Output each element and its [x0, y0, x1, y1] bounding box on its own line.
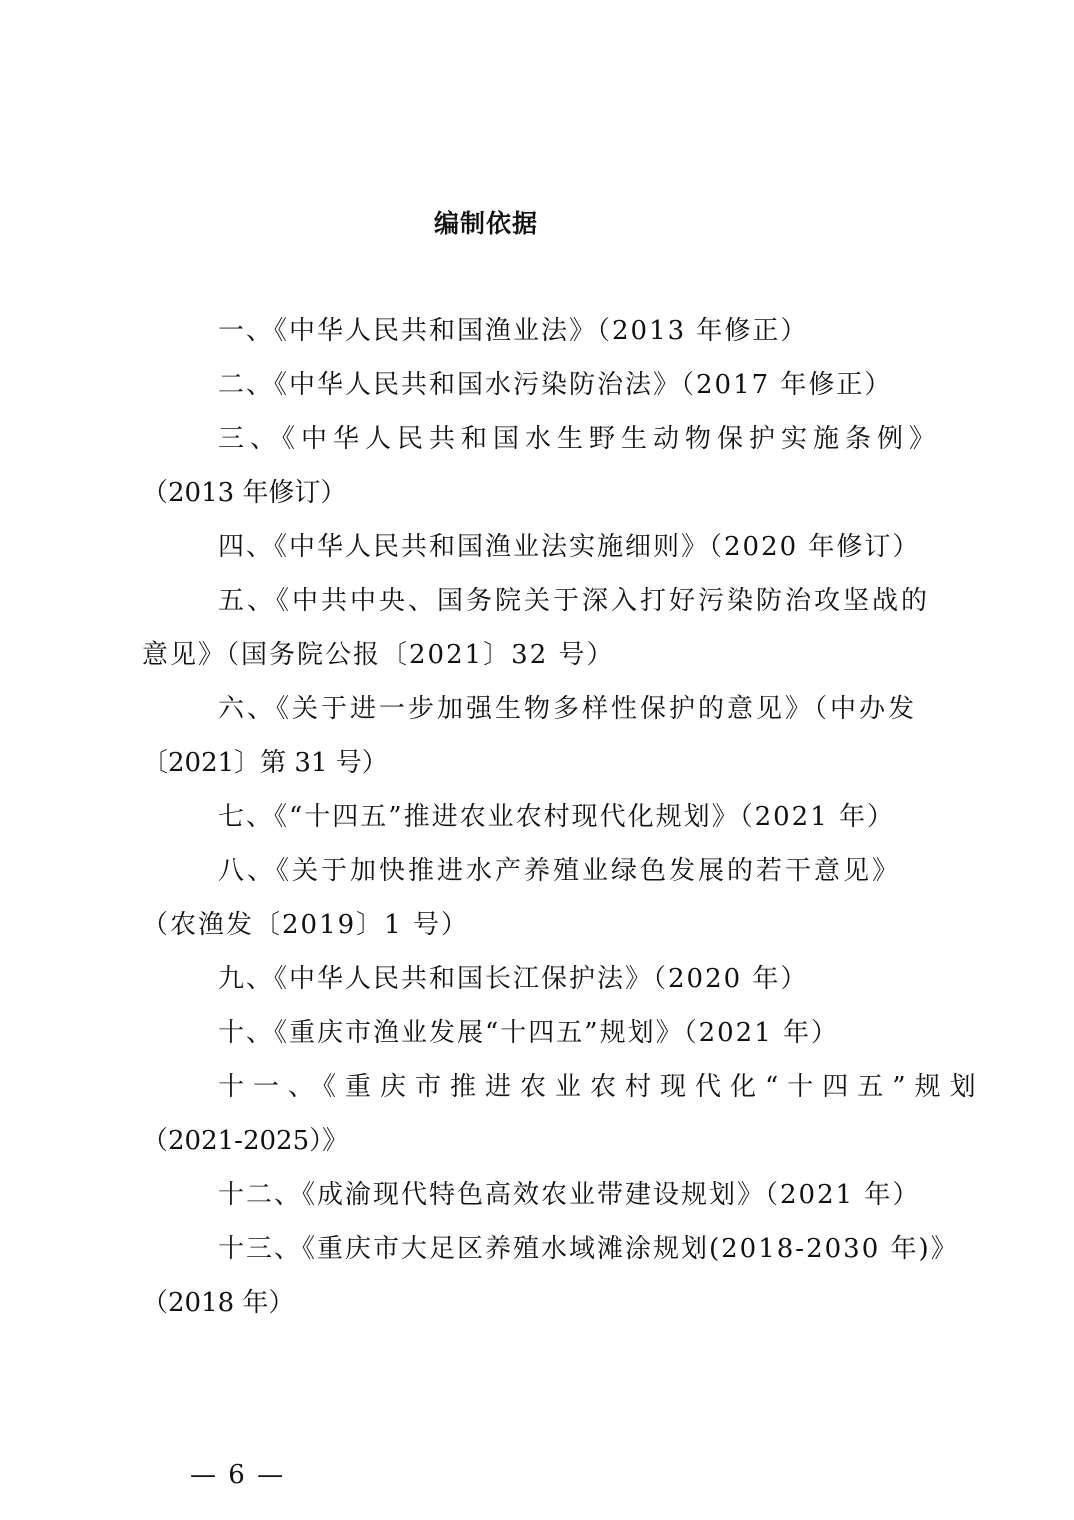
reference-item-9: 九、《中华人民共和国长江保护法》（2020 年） — [218, 964, 809, 994]
reference-item-11-line-1: 十一、《重庆市推进农业农村现代化“十四五”规划 — [218, 1072, 985, 1102]
reference-item-6-line-1: 六、《关于进一步加强生物多样性保护的意见》（中办发 — [218, 694, 918, 724]
reference-item-4: 四、《中华人民共和国渔业法实施细则》（2020 年修订） — [218, 532, 921, 562]
document-title: 编制依据 — [433, 209, 538, 238]
page-number: — 6 — — [190, 1460, 286, 1490]
reference-item-8-line-2: （农渔发〔2019〕1 号） — [142, 910, 469, 940]
reference-item-13-line-1: 十三、《重庆市大足区养殖水域滩涂规划(2018-2030 年)》 — [218, 1234, 959, 1264]
reference-item-10: 十、《重庆市渔业发展“十四五”规划》（2021 年） — [218, 1018, 840, 1048]
reference-item-2: 二、《中华人民共和国水污染防治法》（2017 年修正） — [218, 370, 893, 400]
reference-item-5-line-2: 意见》（国务院公报〔2021〕32 号） — [142, 640, 615, 670]
reference-item-6-line-2: 〔2021〕第 31 号） — [142, 748, 388, 778]
reference-item-3-line-1: 三、《中华人民共和国水生野生动物保护实施条例》 — [218, 424, 942, 454]
reference-item-12: 十二、《成渝现代特色高效农业带建设规划》（2021 年） — [218, 1180, 921, 1210]
reference-list — [142, 304, 985, 1330]
reference-item-13-line-2: （2018 年） — [142, 1288, 295, 1318]
reference-item-11-line-2: （2021-2025）》 — [142, 1126, 349, 1156]
reference-item-7: 七、《“十四五”推进农业农村现代化规划》（2021 年） — [218, 802, 896, 832]
reference-item-3-line-2: （2013 年修订） — [142, 478, 347, 508]
reference-item-1: 一、《中华人民共和国渔业法》（2013 年修正） — [218, 316, 809, 346]
reference-item-5-line-1: 五、《中共中央、国务院关于深入打好污染防治攻坚战的 — [218, 586, 931, 616]
reference-item-8-line-1: 八、《关于加快推进水产养殖业绿色发展的若干意见》 — [218, 856, 902, 886]
